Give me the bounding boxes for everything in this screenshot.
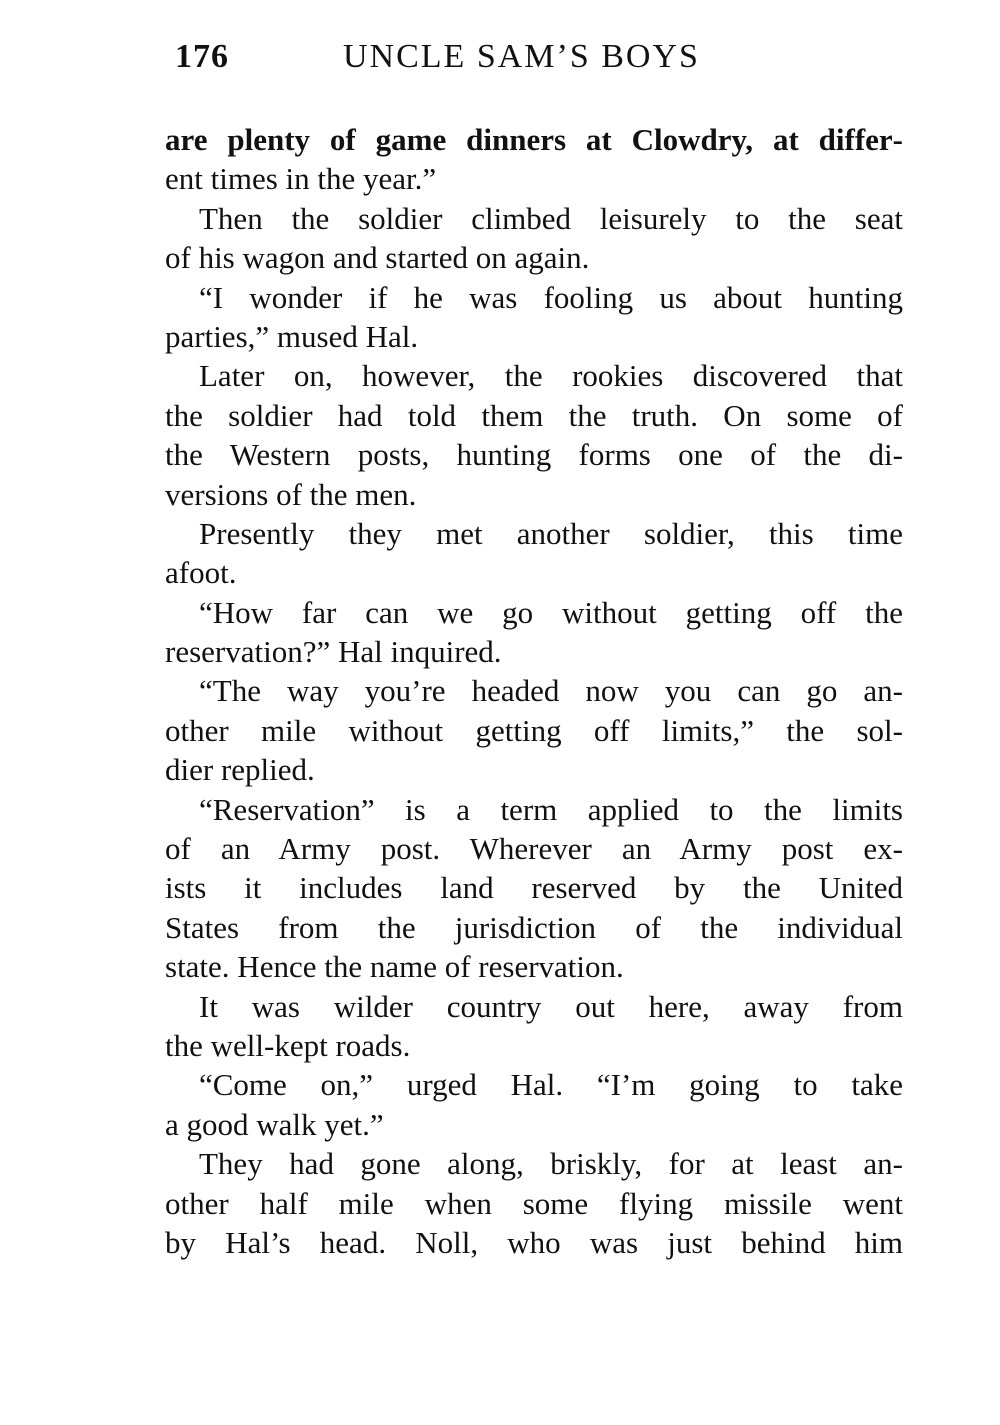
text-line: reservation?” Hal inquired.: [165, 634, 502, 670]
text-line: other mile without getting off limits,” the sol-: [165, 712, 903, 748]
text-line: Presently they met another soldier, this time: [199, 515, 903, 551]
text-line: “How far can we go without getting off the: [199, 594, 903, 630]
text-line: the Western posts, hunting forms one of the di-: [165, 437, 903, 473]
text-line: the well-kept roads.: [165, 1027, 411, 1063]
text-line: afoot.: [165, 555, 237, 591]
text-line: Later on, however, the rookies discovered that: [199, 358, 903, 394]
running-title: UNCLE SAM’S BOYS: [343, 38, 700, 75]
text-line: versions of the men.: [165, 476, 417, 512]
text-line: “I wonder if he was fooling us about hunting: [199, 279, 903, 315]
text-line: It was wilder country out here, away from: [199, 988, 903, 1024]
text-line: ists it includes land reserved by the United: [165, 870, 903, 906]
text-line: a good walk yet.”: [165, 1106, 384, 1142]
text-line: of an Army post. Wherever an Army post ex-: [165, 831, 903, 867]
text-line: the soldier had told them the truth. On some of: [165, 397, 903, 433]
text-line: ent times in the year.”: [165, 161, 437, 197]
text-line: “Reservation” is a term applied to the limits: [199, 791, 903, 827]
text-line: other half mile when some flying missile went: [165, 1185, 903, 1221]
body-text: [165, 120, 903, 1262]
text-line: “Come on,” urged Hal. “I’m going to take: [199, 1067, 903, 1103]
text-line: of his wagon and started on again.: [165, 240, 590, 276]
page-number: 176: [175, 38, 229, 75]
text-line: dier replied.: [165, 752, 315, 788]
text-line: Then the soldier climbed leisurely to the seat: [199, 200, 903, 236]
text-line: state. Hence the name of reservation.: [165, 949, 624, 985]
text-line: are plenty of game dinners at Clowdry, at differ‑: [165, 122, 903, 157]
page-header: [175, 38, 735, 86]
text-line: parties,” mused Hal.: [165, 318, 419, 354]
text-line: States from the jurisdiction of the individual: [165, 909, 903, 945]
text-line: They had gone along, briskly, for at least an-: [199, 1146, 903, 1182]
text-line: “The way you’re headed now you can go an-: [199, 673, 903, 709]
text-line: by Hal’s head. Noll, who was just behind him: [165, 1224, 903, 1260]
